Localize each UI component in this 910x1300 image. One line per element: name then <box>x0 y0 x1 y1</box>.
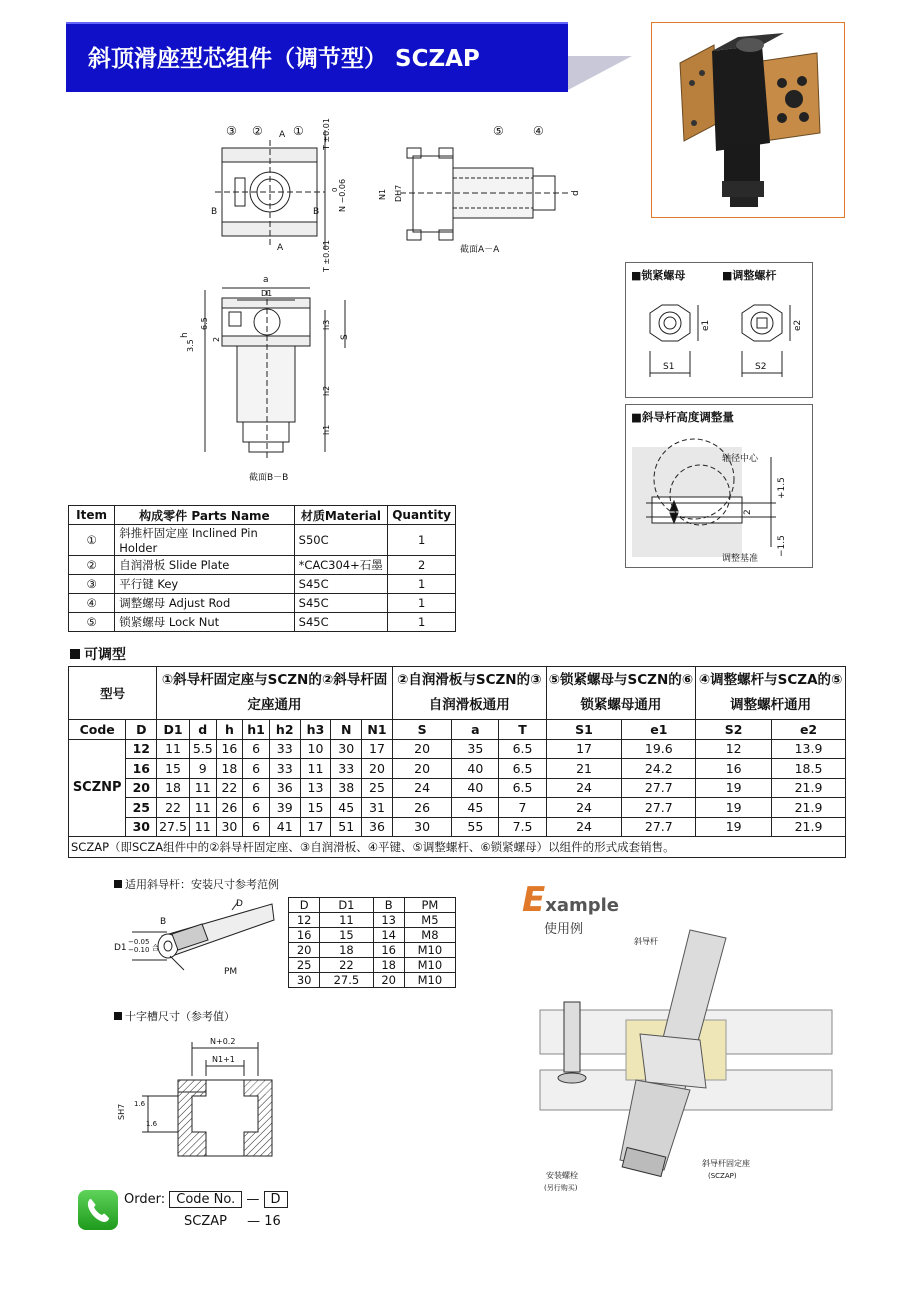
pm-col-pm: PM <box>404 898 455 913</box>
order-d-box: D <box>264 1191 288 1208</box>
nut-drawings <box>626 283 812 395</box>
table-row <box>289 973 456 988</box>
table-row <box>69 817 846 837</box>
label-b-left: B <box>211 207 218 217</box>
spec-cell: 36 <box>269 778 300 798</box>
balloon-4: ④ <box>533 124 544 138</box>
install-label-d1: D1 <box>114 943 127 953</box>
spec-cell: 40 <box>452 778 499 798</box>
spec-cell: 30 <box>331 739 362 759</box>
bullet-square-icon <box>114 1012 122 1020</box>
balloon-3: ③ <box>226 124 237 138</box>
pm-cell: M5 <box>404 913 455 928</box>
spec-code-cell: SCZNP <box>69 739 126 837</box>
dim-a: a <box>263 275 269 285</box>
phone-handset-icon <box>78 1190 118 1230</box>
spec-cell: 16 <box>216 739 243 759</box>
balloon-2: ② <box>252 124 263 138</box>
table-row <box>289 943 456 958</box>
spec-cell: 7.5 <box>499 817 546 837</box>
parts-table-header <box>69 506 456 525</box>
order-example-d: 16 <box>264 1214 281 1229</box>
spec-cell: 11 <box>157 739 190 759</box>
cross-slot-heading <box>114 1008 235 1024</box>
example-label-holder: 斜导杆固定座 <box>702 1159 750 1168</box>
spec-model-header: 型号 <box>69 667 157 720</box>
dim-h1: h1 <box>322 424 331 435</box>
slot-r1: 1.6 <box>134 1100 146 1108</box>
cross-slot-drawing <box>112 1028 282 1168</box>
spec-cell: 20 <box>392 739 451 759</box>
example-label-bolt-sub: (另行购买) <box>544 1184 578 1192</box>
dim-6-5: 6.5 <box>200 317 209 330</box>
label-a-bottom: A <box>277 243 284 253</box>
spec-cell: 6 <box>243 759 270 779</box>
part-qty: 1 <box>388 594 456 613</box>
part-item: ③ <box>69 575 115 594</box>
spec-cell: 36 <box>362 817 393 837</box>
spec-group1-header: ①斜导杆固定座与SCZN的②斜导杆固定座通用 <box>157 667 393 720</box>
table-row <box>69 759 846 779</box>
spec-cell: 51 <box>331 817 362 837</box>
section-a-a-view <box>400 148 570 240</box>
pm-cell: 30 <box>289 973 320 988</box>
example-big-e: E <box>522 880 546 920</box>
pm-col-d: D <box>289 898 320 913</box>
part-qty: 1 <box>388 525 456 556</box>
spec-note-row <box>69 837 846 858</box>
spec-cell: 31 <box>362 798 393 818</box>
spec-cell: 9 <box>189 759 216 779</box>
table-row <box>69 525 456 556</box>
product-photo-frame <box>651 22 845 218</box>
pm-col-b: B <box>373 898 404 913</box>
col-h1: h1 <box>243 720 270 740</box>
spec-cell: 11 <box>189 778 216 798</box>
slot-n-plus: N+0.2 <box>210 1037 236 1046</box>
spec-cell: 26 <box>392 798 451 818</box>
dim-d1: D1 <box>261 289 273 298</box>
order-example-dash: — <box>247 1214 261 1229</box>
table-row <box>289 913 456 928</box>
spec-columns-header <box>69 720 846 740</box>
pm-col-d1: D1 <box>320 898 373 913</box>
spec-cell: 11 <box>300 759 331 779</box>
section-b-b-caption: 截面B－B <box>249 473 289 483</box>
spec-cell: 45 <box>452 798 499 818</box>
slot-r2: 1.6 <box>146 1120 158 1128</box>
dim-3-5: 3.5 <box>186 339 195 352</box>
spec-group-header <box>69 667 846 720</box>
spec-cell: 24.2 <box>622 759 696 779</box>
spec-cell: 11 <box>189 798 216 818</box>
spec-cell: 33 <box>269 739 300 759</box>
install-label-d: D <box>236 899 243 909</box>
dim-h3: h3 <box>322 319 331 330</box>
spec-d: 30 <box>126 817 157 837</box>
dim-n: N −0.06 <box>338 178 347 212</box>
col-s1: S1 <box>546 720 622 740</box>
spec-cell: 18 <box>157 778 190 798</box>
part-name: 调整螺母 Adjust Rod <box>115 594 294 613</box>
balloon-5: ⑤ <box>493 124 504 138</box>
spec-cell: 19.6 <box>622 739 696 759</box>
col-e2: e2 <box>772 720 846 740</box>
spec-cell: 41 <box>269 817 300 837</box>
spec-cell: 27.7 <box>622 798 696 818</box>
part-material: S45C <box>294 594 388 613</box>
parts-col-item: Item <box>69 506 115 525</box>
spec-cell: 6.5 <box>499 739 546 759</box>
col-h: h <box>216 720 243 740</box>
spec-cell: 19 <box>696 778 772 798</box>
spec-cell: 6 <box>243 778 270 798</box>
spec-cell: 30 <box>392 817 451 837</box>
spec-cell: 33 <box>331 759 362 779</box>
table-row <box>69 594 456 613</box>
table-row <box>69 556 456 575</box>
spec-d: 25 <box>126 798 157 818</box>
spec-group3-header: ⑤锁紧螺母与SCZN的⑥锁紧螺母通用 <box>546 667 696 720</box>
plus-1-5: +1.5 <box>777 477 787 499</box>
col-n: N <box>331 720 362 740</box>
part-material: *CAC304+石墨 <box>294 556 388 575</box>
table-row <box>289 928 456 943</box>
col-e1: e1 <box>622 720 696 740</box>
spec-cell: 45 <box>331 798 362 818</box>
dim-s2: S2 <box>755 362 767 372</box>
label-a-top: A <box>279 130 286 140</box>
col-h2: h2 <box>269 720 300 740</box>
spec-cell: 33 <box>269 759 300 779</box>
table-row <box>69 798 846 818</box>
install-label-tol2: −0.10 <box>128 946 150 954</box>
part-item: ④ <box>69 594 115 613</box>
base-label: 调整基准 <box>722 554 759 564</box>
table-row <box>69 575 456 594</box>
parts-col-material: 材质Material <box>294 506 388 525</box>
spec-cell: 13.9 <box>772 739 846 759</box>
spec-cell: 15 <box>300 798 331 818</box>
spec-cell: 26 <box>216 798 243 818</box>
balloon-1: ① <box>293 124 304 138</box>
lock-adjust-panel <box>625 262 813 398</box>
install-label-he: 合 <box>152 944 159 952</box>
part-name: 平行键 Key <box>115 575 294 594</box>
spec-cell: 55 <box>452 817 499 837</box>
spec-cell: 13 <box>300 778 331 798</box>
pm-cell: 13 <box>373 913 404 928</box>
install-ref-drawing <box>112 894 282 984</box>
install-label-tol1: −0.05 <box>128 938 150 946</box>
table-row <box>69 739 846 759</box>
dim-s: S <box>340 334 350 340</box>
install-ref-header <box>289 898 456 913</box>
pm-cell: M10 <box>404 958 455 973</box>
col-a: a <box>452 720 499 740</box>
install-ref-title: 适用斜导杆：安装尺寸参考范例 <box>125 878 279 891</box>
order-example-code: SCZAP <box>184 1214 227 1229</box>
order-dash: — <box>246 1192 260 1207</box>
spec-cell: 6 <box>243 798 270 818</box>
spec-cell: 27.7 <box>622 817 696 837</box>
example-heading <box>522 880 619 920</box>
spec-cell: 20 <box>392 759 451 779</box>
example-rest: xample <box>545 895 620 916</box>
parts-table <box>68 505 456 632</box>
parts-col-quantity: Quantity <box>388 506 456 525</box>
minus-1-5: −1.5 <box>777 535 787 557</box>
pm-cell: 12 <box>289 913 320 928</box>
pm-cell: 14 <box>373 928 404 943</box>
label-b-right: B <box>313 207 320 217</box>
height-adjust-panel <box>625 404 813 568</box>
adjustable-type-heading <box>70 644 126 664</box>
col-d: D <box>126 720 157 740</box>
example-label-bolt: 安装螺栓 <box>546 1171 578 1180</box>
spec-cell: 38 <box>331 778 362 798</box>
dim-t-bottom: T ±0.01 <box>322 240 331 272</box>
col-h3: h3 <box>300 720 331 740</box>
axis-center-label: 轴径中心 <box>722 454 759 464</box>
part-item: ① <box>69 525 115 556</box>
spec-cell: 24 <box>392 778 451 798</box>
table-row <box>69 778 846 798</box>
spec-cell: 6.5 <box>499 778 546 798</box>
spec-cell: 6.5 <box>499 759 546 779</box>
spec-cell: 21 <box>546 759 622 779</box>
spec-cell: 40 <box>452 759 499 779</box>
spec-cell: 27.5 <box>157 817 190 837</box>
slot-n1-plus: N1+1 <box>212 1055 235 1064</box>
spec-cell: 7 <box>499 798 546 818</box>
spec-cell: 12 <box>696 739 772 759</box>
spec-group2-header: ②自润滑板与SCZN的③自润滑板通用 <box>392 667 546 720</box>
part-material: S45C <box>294 575 388 594</box>
front-view <box>215 130 325 250</box>
order-section <box>124 1192 288 1207</box>
spec-cell: 21.9 <box>772 817 846 837</box>
pm-cell: 22 <box>320 958 373 973</box>
title-banner-tail <box>568 56 632 90</box>
spec-cell: 5.5 <box>189 739 216 759</box>
part-name: 斜推杆固定座 Inclined Pin Holder <box>115 525 294 556</box>
order-example <box>184 1214 281 1229</box>
dim-n1: N1 <box>378 188 387 200</box>
height-adjust-heading: ■斜导杆高度调整量 <box>631 410 734 424</box>
spec-cell: 27.7 <box>622 778 696 798</box>
bullet-square-icon <box>114 880 122 888</box>
example-label-holder-sub: (SCZAP) <box>708 1172 737 1180</box>
pm-cell: 25 <box>289 958 320 973</box>
col-s2: S2 <box>696 720 772 740</box>
install-ref-table <box>288 897 456 988</box>
spec-cell: 22 <box>216 778 243 798</box>
spec-cell: 24 <box>546 817 622 837</box>
dim-2: 2 <box>212 336 221 342</box>
pm-cell: 18 <box>373 958 404 973</box>
pm-cell: 20 <box>289 943 320 958</box>
col-s: S <box>392 720 451 740</box>
spec-cell: 25 <box>362 778 393 798</box>
part-material: S50C <box>294 525 388 556</box>
part-name: 锁紧螺母 Lock Nut <box>115 613 294 632</box>
spec-cell: 20 <box>362 759 393 779</box>
dim-two: 2 <box>743 509 753 515</box>
spec-cell: 10 <box>300 739 331 759</box>
dim-s1: S1 <box>663 362 675 372</box>
spec-cell: 21.9 <box>772 798 846 818</box>
pm-cell: 20 <box>373 973 404 988</box>
dim-h2: h2 <box>322 385 331 396</box>
adjustable-type-title: 可调型 <box>84 647 126 663</box>
spec-cell: 30 <box>216 817 243 837</box>
lock-nut-heading: ■锁紧螺母 <box>631 269 686 282</box>
spec-cell: 24 <box>546 778 622 798</box>
spec-cell: 35 <box>452 739 499 759</box>
table-row <box>289 958 456 973</box>
parts-col-name: 构成零件 Parts Name <box>115 506 294 525</box>
spec-cell: 17 <box>546 739 622 759</box>
slot-sh7: SH7 <box>117 1103 126 1120</box>
dim-e2: e2 <box>793 319 803 331</box>
spec-d: 16 <box>126 759 157 779</box>
pm-cell: 16 <box>373 943 404 958</box>
spec-cell: 6 <box>243 739 270 759</box>
phone-icon <box>78 1190 118 1230</box>
technical-drawing-main <box>180 110 615 490</box>
part-item: ⑤ <box>69 613 115 632</box>
part-qty: 1 <box>388 575 456 594</box>
spec-group4-header: ④调整螺杆与SCZA的⑤调整螺杆通用 <box>696 667 846 720</box>
order-code-no-box: Code No. <box>169 1191 242 1208</box>
dim-n-zero: 0 <box>331 187 339 192</box>
height-adjust-drawing <box>626 427 812 567</box>
pm-cell: 15 <box>320 928 373 943</box>
example-drawing <box>540 930 832 1196</box>
pm-cell: 11 <box>320 913 373 928</box>
product-photo <box>652 23 843 216</box>
section-a-a-caption: 截面A－A <box>460 245 500 255</box>
pm-cell: 27.5 <box>320 973 373 988</box>
part-material: S45C <box>294 613 388 632</box>
col-d-small: d <box>189 720 216 740</box>
part-name: 自润滑板 Slide Plate <box>115 556 294 575</box>
spec-cell: 39 <box>269 798 300 818</box>
cross-slot-title: 十字槽尺寸（参考值） <box>125 1010 235 1023</box>
spec-d: 20 <box>126 778 157 798</box>
dim-t-top: T ±0.01 <box>322 118 331 150</box>
pm-cell: 16 <box>289 928 320 943</box>
spec-cell: 19 <box>696 817 772 837</box>
spec-cell: 18.5 <box>772 759 846 779</box>
part-item: ② <box>69 556 115 575</box>
install-label-pm: PM <box>224 967 238 977</box>
col-n1: N1 <box>362 720 393 740</box>
col-d1: D1 <box>157 720 190 740</box>
spec-cell: 11 <box>189 817 216 837</box>
col-t: T <box>499 720 546 740</box>
part-qty: 2 <box>388 556 456 575</box>
install-label-b: B <box>160 917 167 927</box>
spec-cell: 6 <box>243 817 270 837</box>
spec-cell: 17 <box>362 739 393 759</box>
page-title: 斜顶滑座型芯组件（调节型） SCZAP <box>88 46 480 72</box>
spec-cell: 21.9 <box>772 778 846 798</box>
pm-cell: 18 <box>320 943 373 958</box>
table-row <box>69 613 456 632</box>
title-banner <box>66 22 568 92</box>
example-label-pin: 斜导杆 <box>634 937 658 946</box>
spec-table <box>68 666 846 858</box>
dim-dh7: DH7 <box>394 184 403 202</box>
pm-cell: M10 <box>404 943 455 958</box>
spec-cell: 19 <box>696 798 772 818</box>
example-subtitle: 使用例 <box>544 922 584 937</box>
spec-cell: 16 <box>696 759 772 779</box>
dim-e1: e1 <box>701 319 711 331</box>
spec-cell: 18 <box>216 759 243 779</box>
bullet-square-icon <box>70 649 80 659</box>
pm-cell: M10 <box>404 973 455 988</box>
dim-h: h <box>180 332 190 338</box>
spec-cell: 15 <box>157 759 190 779</box>
dim-d: d <box>571 190 581 196</box>
install-ref-heading <box>114 876 279 892</box>
pm-cell: M8 <box>404 928 455 943</box>
part-qty: 1 <box>388 613 456 632</box>
col-code: Code <box>69 720 126 740</box>
order-label: Order: <box>124 1192 166 1207</box>
spec-d: 12 <box>126 739 157 759</box>
spec-note: SCZAP（即SCZA组件中的②斜导杆固定座、③自润滑板、④平键、⑤调整螺杆、⑥锁紧螺母）以组件的形式成套销售。 <box>69 837 846 858</box>
spec-cell: 22 <box>157 798 190 818</box>
adjust-rod-heading: ■调整螺杆 <box>722 269 777 282</box>
spec-cell: 17 <box>300 817 331 837</box>
spec-cell: 24 <box>546 798 622 818</box>
